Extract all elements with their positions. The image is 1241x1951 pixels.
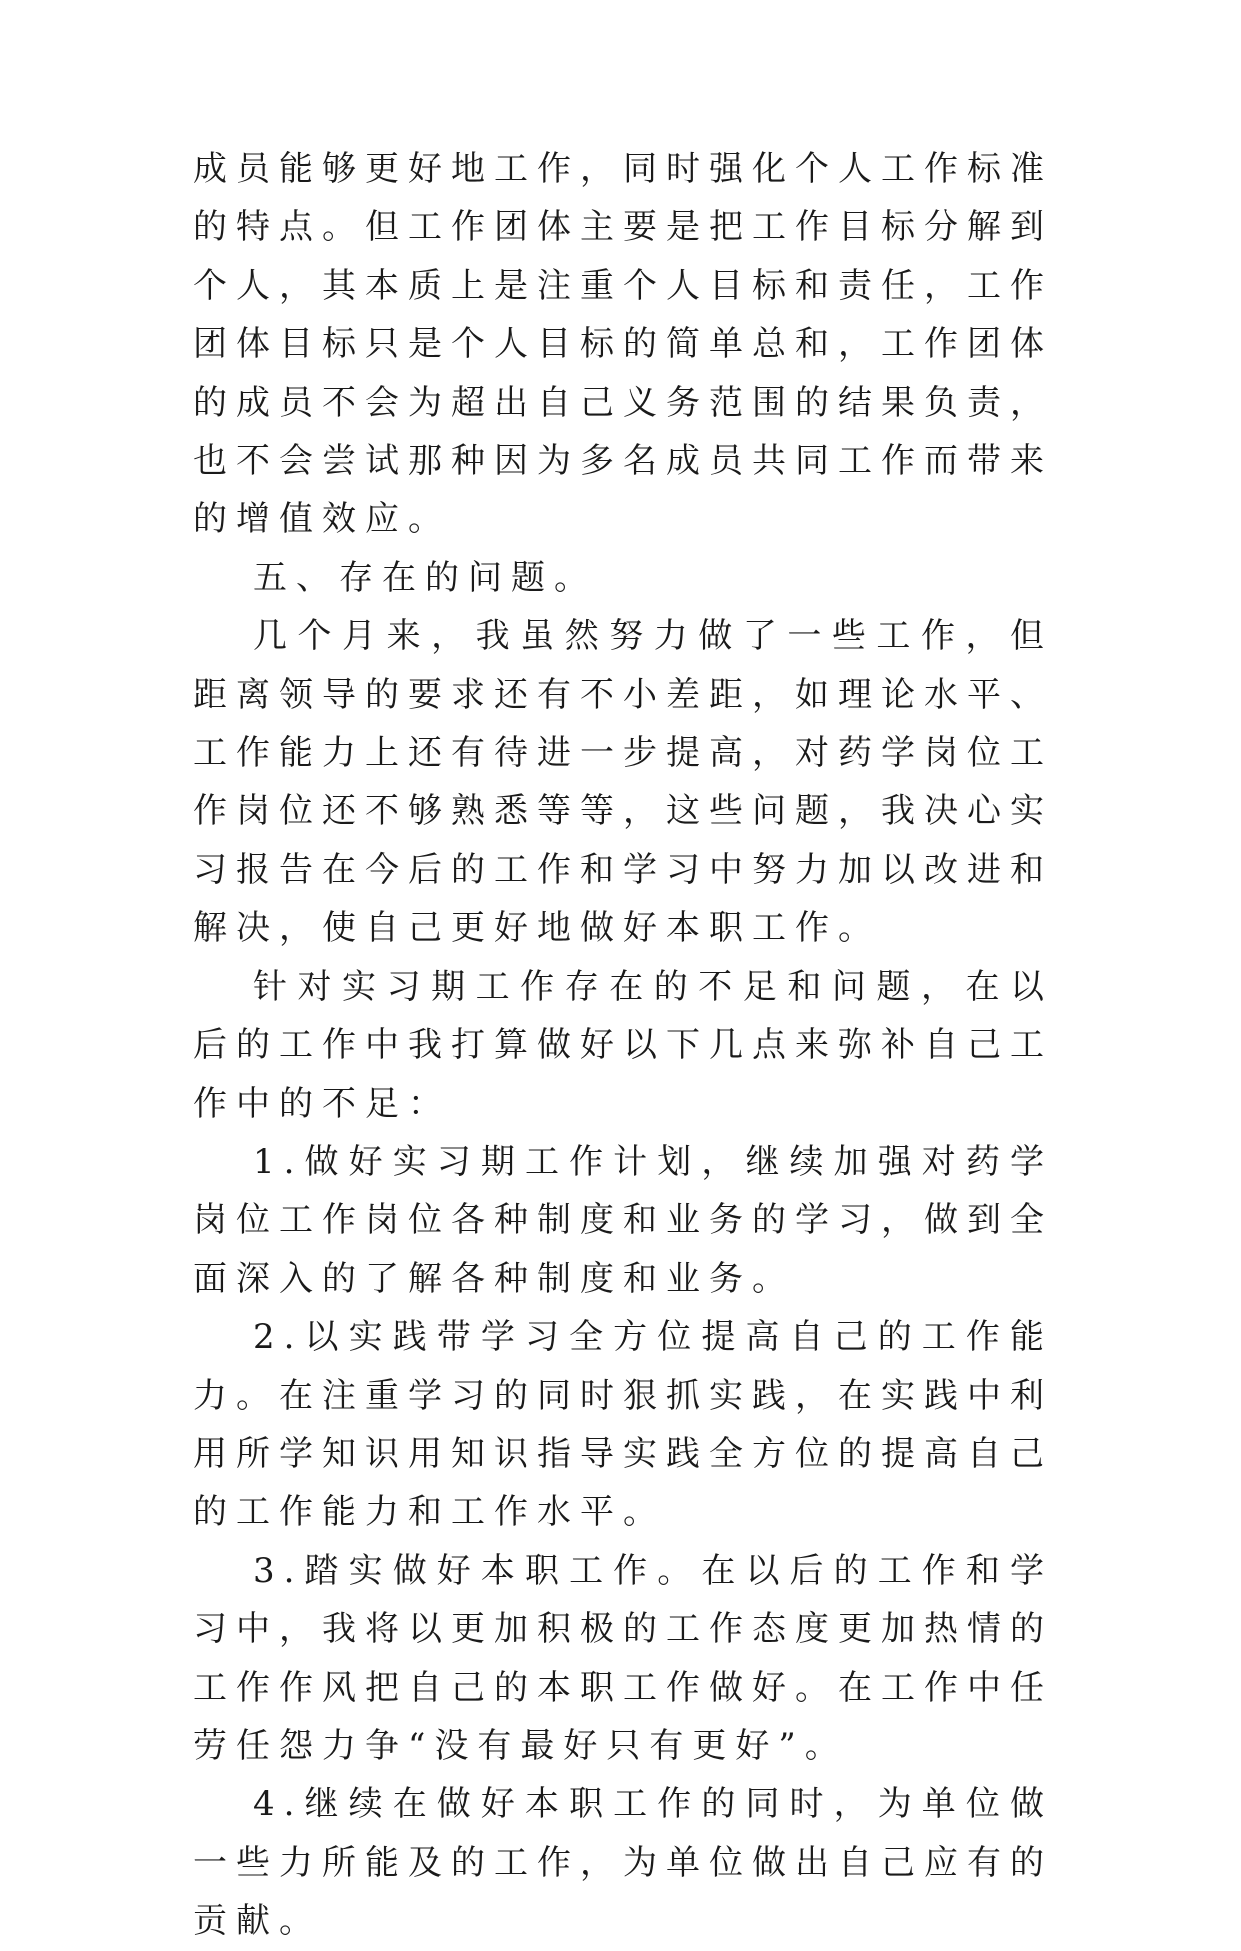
paragraph-problems: 几个月来，我虽然努力做了一些工作，但距离领导的要求还有不小差距，如理论水平、工作能力上还有待进一步提高，对药学岗位工作岗位还不够熟悉等等，这些问题，我决心实习报告在今后的工作和学习中努力加以改进和解决，使自己更好地做好本职工作。 <box>193 616 1053 949</box>
list-item-1: 1.做好实习期工作计划，继续加强对药学岗位工作岗位各种制度和业务的学习，做到全面深入的了解各种制度和业务。 <box>193 1141 1053 1299</box>
section-heading-problems: 五、存在的问题。 <box>253 557 597 598</box>
paragraph-team-continuation: 成员能够更好地工作，同时强化个人工作标准的特点。但工作团体主要是把工作目标分解到个人，其本质上是注重个人目标和责任，工作团体目标只是个人目标的简单总和，工作团体的成员不会为超出自己义务范围的结果负责，也不会尝试那种因为多名成员共同工作而带来的增值效应。 <box>193 149 1053 540</box>
paragraph-improvement-intro: 针对实习期工作存在的不足和问题，在以后的工作中我打算做好以下几点来弥补自己工作中的不足： <box>193 966 1053 1124</box>
list-item-2: 2.以实践带学习全方位提高自己的工作能力。在注重学习的同时狠抓实践，在实践中利用所学知识用知识指导实践全方位的提高自己的工作能力和工作水平。 <box>193 1317 1053 1533</box>
list-item-3: 3.踏实做好本职工作。在以后的工作和学习中，我将以更加积极的工作态度更加热情的工作作风把自己的本职工作做好。在工作中任劳任怨力争“没有最好只有更好”。 <box>193 1550 1053 1766</box>
document-body <box>193 140 1053 1951</box>
list-item-4: 4.继续在做好本职工作的同时，为单位做一些力所能及的工作，为单位做出自己应有的贡献。 <box>193 1784 1053 1942</box>
